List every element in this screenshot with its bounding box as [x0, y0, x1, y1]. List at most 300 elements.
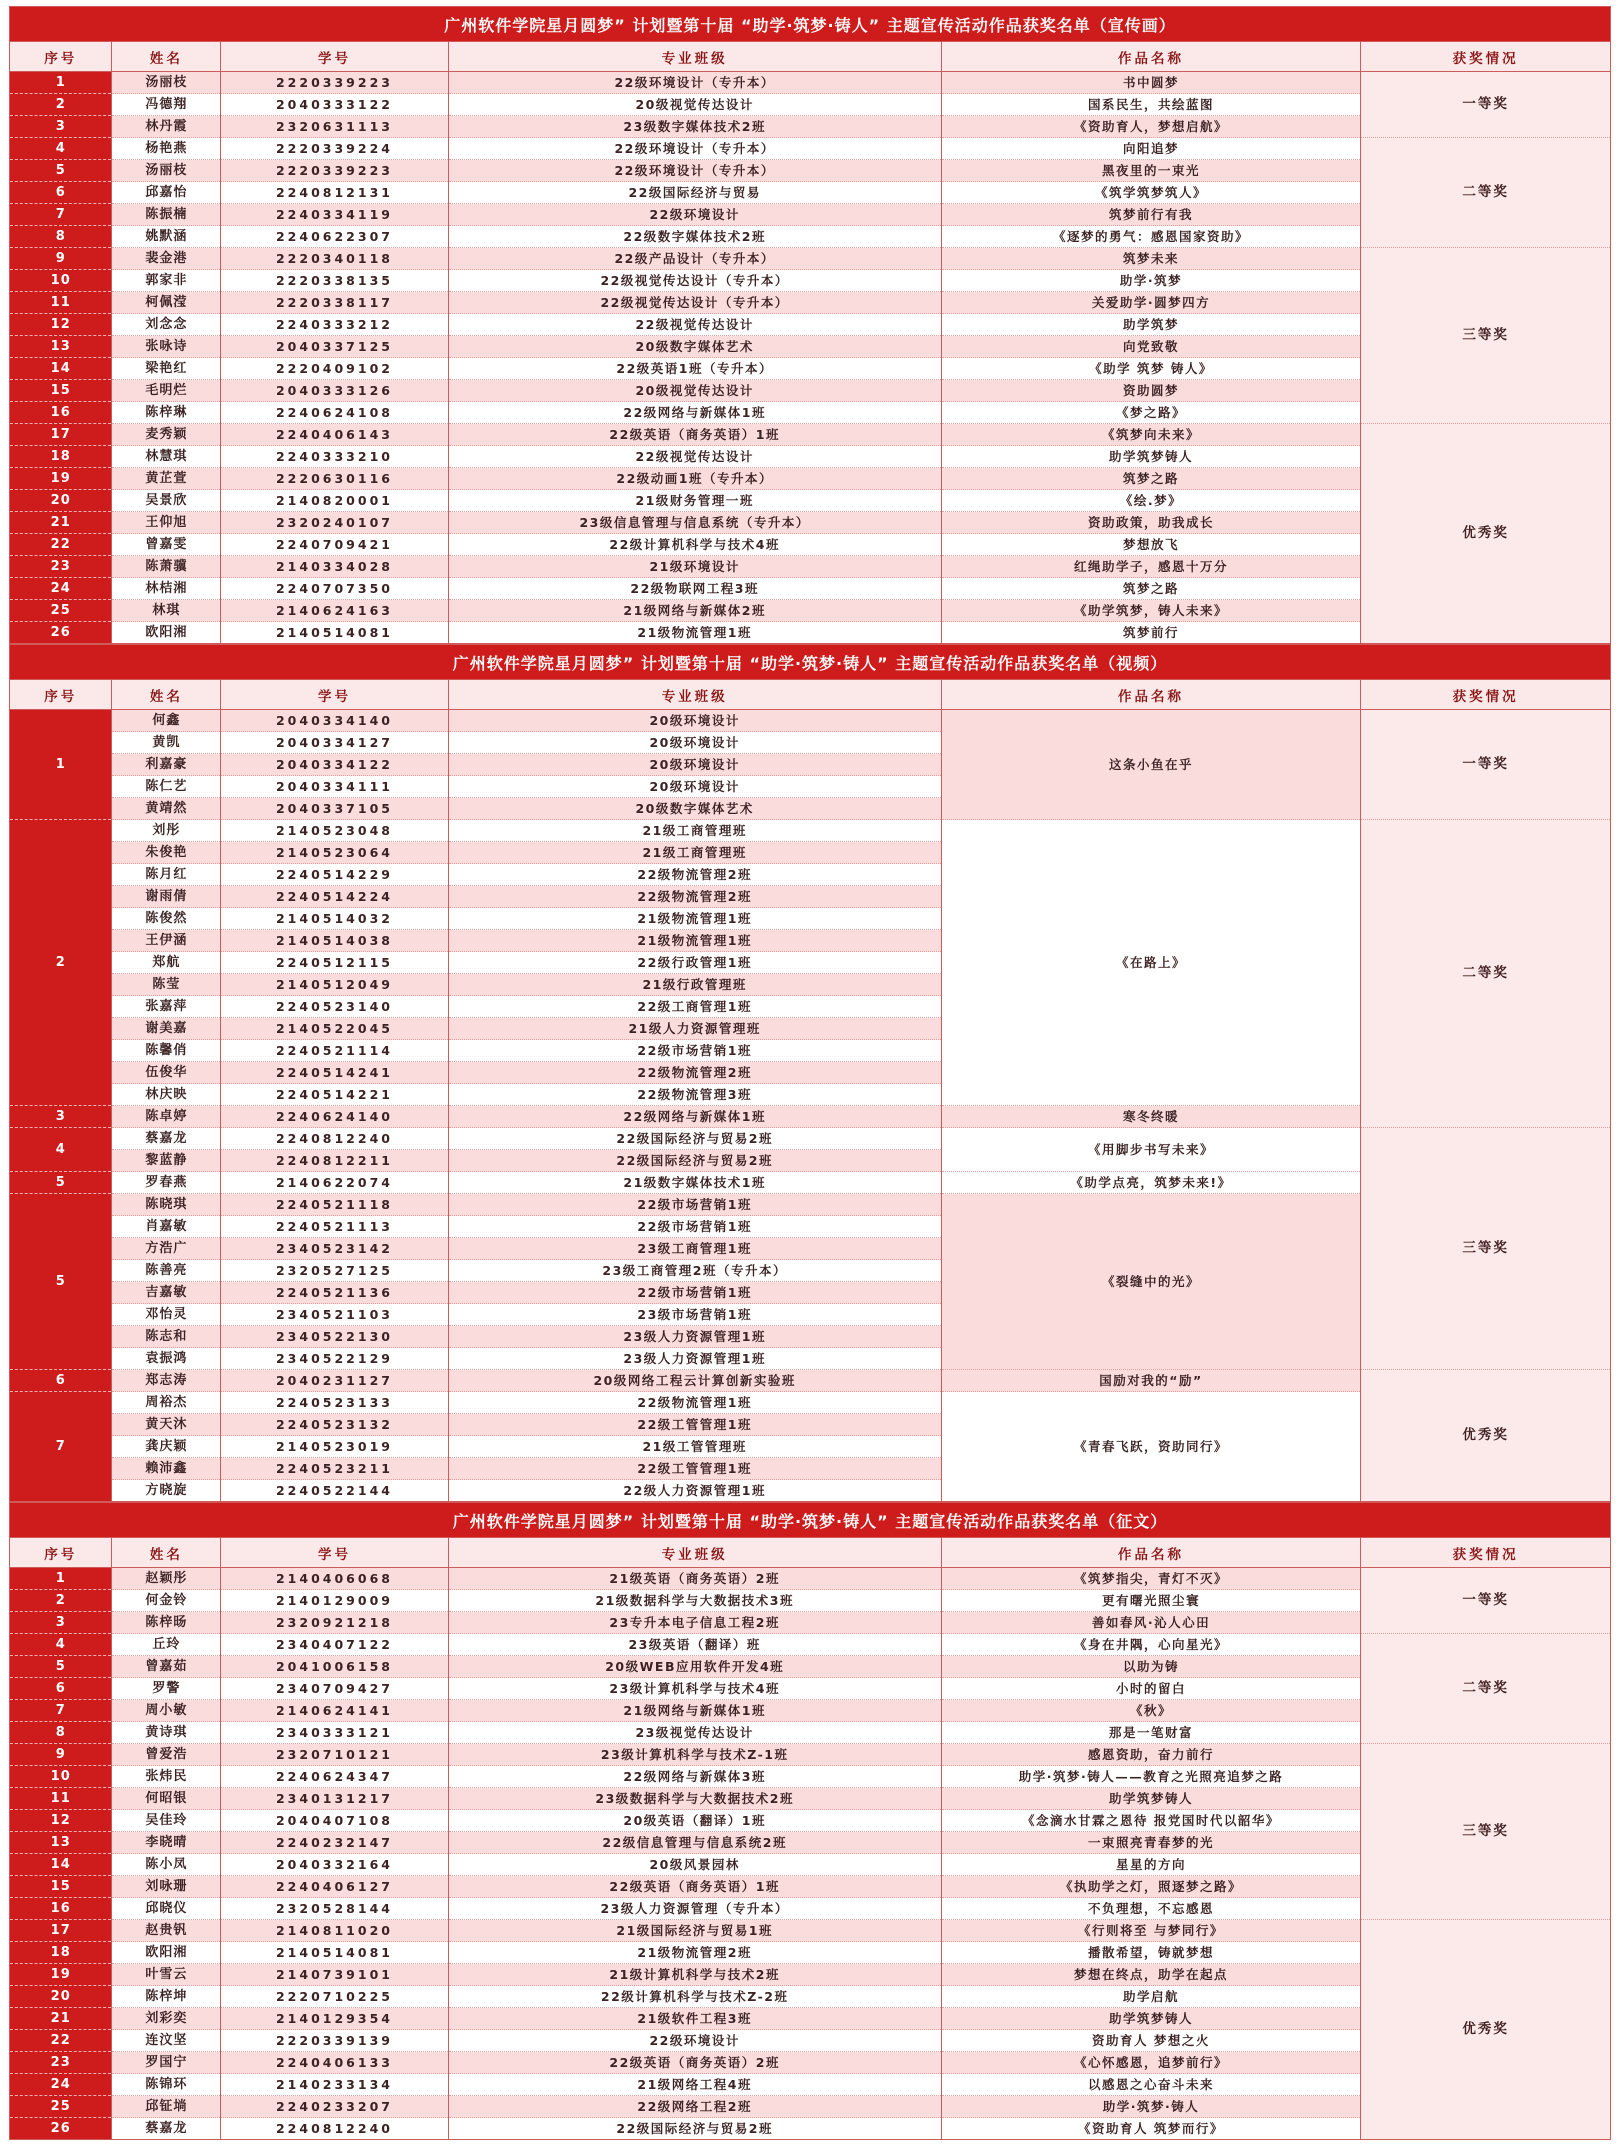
- student-name-cell: 黄靖然: [112, 798, 221, 820]
- work-title-cell: 国系民生，共绘蓝图: [941, 94, 1360, 116]
- student-id-cell: 2140624163: [221, 600, 448, 622]
- award-cell: 三等奖: [1361, 248, 1611, 424]
- class-cell: 21级计算机科学与技术2班: [448, 1964, 941, 1986]
- student-name-cell: 罗春燕: [112, 1172, 221, 1194]
- table-row: [10, 1920, 1611, 1942]
- student-id-cell: 2040333122: [221, 94, 448, 116]
- work-title-cell: 那是一笔财富: [941, 1722, 1360, 1744]
- student-id-cell: 2040334127: [221, 732, 448, 754]
- class-cell: 22级动画1班（专升本）: [448, 468, 941, 490]
- student-id-cell: 2140523019: [221, 1436, 448, 1458]
- student-id-cell: 2240812131: [221, 182, 448, 204]
- student-id-cell: 2140820001: [221, 490, 448, 512]
- student-id-cell: 2240812211: [221, 1150, 448, 1172]
- student-id-cell: 2220339224: [221, 138, 448, 160]
- column-header-1: 姓名: [112, 1538, 221, 1568]
- class-cell: 22级物流管理1班: [448, 1392, 941, 1414]
- student-id-cell: 2240624140: [221, 1106, 448, 1128]
- class-cell: 22级网络与新媒体3班: [448, 1766, 941, 1788]
- row-number-cell: 5: [10, 1194, 112, 1370]
- column-header-3: 专业班级: [448, 680, 941, 710]
- award-cell: 二等奖: [1361, 1634, 1611, 1744]
- student-name-cell: 蔡嘉龙: [112, 1128, 221, 1150]
- student-name-cell: 何金铃: [112, 1590, 221, 1612]
- class-cell: 22级人力资源管理1班: [448, 1480, 941, 1502]
- student-id-cell: 2140514032: [221, 908, 448, 930]
- column-header-0: 序号: [10, 42, 112, 72]
- student-id-cell: 2240624108: [221, 402, 448, 424]
- student-name-cell: 柯佩滢: [112, 292, 221, 314]
- student-id-cell: 2041006158: [221, 1656, 448, 1678]
- student-name-cell: 叶雪云: [112, 1964, 221, 1986]
- student-name-cell: 汤丽枝: [112, 160, 221, 182]
- student-id-cell: 2140522045: [221, 1018, 448, 1040]
- student-name-cell: 陈馨俏: [112, 1040, 221, 1062]
- class-cell: 20级数字媒体艺术: [448, 798, 941, 820]
- row-number-cell: 25: [10, 2096, 112, 2118]
- class-cell: 22级英语1班（专升本）: [448, 358, 941, 380]
- row-number-cell: 2: [10, 1590, 112, 1612]
- work-title-cell: 筑梦未来: [941, 248, 1360, 270]
- class-cell: 22级工商管理1班: [448, 996, 941, 1018]
- class-cell: 20级视觉传达设计: [448, 94, 941, 116]
- column-header-5: 获奖情况: [1361, 42, 1611, 72]
- column-header-3: 专业班级: [448, 1538, 941, 1568]
- work-title-cell: 小时的留白: [941, 1678, 1360, 1700]
- work-title-cell: 国励对我的“励”: [941, 1370, 1360, 1392]
- award-cell: 优秀奖: [1361, 424, 1611, 644]
- student-id-cell: 2240521136: [221, 1282, 448, 1304]
- row-number-cell: 15: [10, 380, 112, 402]
- award-cell: 一等奖: [1361, 710, 1611, 820]
- student-id-cell: 2240232147: [221, 1832, 448, 1854]
- row-number-cell: 7: [10, 204, 112, 226]
- class-cell: 23级人力资源管理1班: [448, 1326, 941, 1348]
- student-id-cell: 2140233134: [221, 2074, 448, 2096]
- class-cell: 23级计算机科学与技术Z-1班: [448, 1744, 941, 1766]
- row-number-cell: 5: [10, 1172, 112, 1194]
- student-id-cell: 2220338117: [221, 292, 448, 314]
- student-id-cell: 2240622307: [221, 226, 448, 248]
- work-title-cell: 黑夜里的一束光: [941, 160, 1360, 182]
- class-cell: 22级工管管理1班: [448, 1414, 941, 1436]
- student-id-cell: 2040337105: [221, 798, 448, 820]
- row-number-cell: 11: [10, 292, 112, 314]
- work-title-cell: 《用脚步书写未来》: [941, 1128, 1360, 1172]
- award-table-essay: [9, 1502, 1611, 2140]
- class-cell: 22级市场营销1班: [448, 1194, 941, 1216]
- class-cell: 22级物流管理2班: [448, 1062, 941, 1084]
- student-name-cell: 张炜民: [112, 1766, 221, 1788]
- student-id-cell: 2220710225: [221, 1986, 448, 2008]
- student-name-cell: 黄诗琪: [112, 1722, 221, 1744]
- student-name-cell: 杨艳燕: [112, 138, 221, 160]
- student-id-cell: 2040334111: [221, 776, 448, 798]
- student-name-cell: 方浩广: [112, 1238, 221, 1260]
- student-name-cell: 刘彩奕: [112, 2008, 221, 2030]
- student-name-cell: 曾嘉雯: [112, 534, 221, 556]
- class-cell: 21级物流管理2班: [448, 1942, 941, 1964]
- class-cell: 22级物流管理2班: [448, 864, 941, 886]
- student-name-cell: 陈月红: [112, 864, 221, 886]
- student-name-cell: 蔡嘉龙: [112, 2118, 221, 2140]
- student-name-cell: 刘彤: [112, 820, 221, 842]
- row-number-cell: 4: [10, 1128, 112, 1172]
- student-id-cell: 2040231127: [221, 1370, 448, 1392]
- student-name-cell: 麦秀颖: [112, 424, 221, 446]
- row-number-cell: 26: [10, 622, 112, 644]
- work-title-cell: 《助学 筑梦 铸人》: [941, 358, 1360, 380]
- student-id-cell: 2140523048: [221, 820, 448, 842]
- student-id-cell: 2240514224: [221, 886, 448, 908]
- class-cell: 22级网络与新媒体1班: [448, 402, 941, 424]
- row-number-cell: 7: [10, 1392, 112, 1502]
- class-cell: 20级数字媒体艺术: [448, 336, 941, 358]
- student-id-cell: 2240523211: [221, 1458, 448, 1480]
- student-id-cell: 2240522144: [221, 1480, 448, 1502]
- work-title-cell: 《执助学之灯，照逐梦之路》: [941, 1876, 1360, 1898]
- class-cell: 22级物流管理2班: [448, 886, 941, 908]
- student-name-cell: 陈俊然: [112, 908, 221, 930]
- award-cell: 一等奖: [1361, 72, 1611, 138]
- class-cell: 23级数据科学与大数据技术2班: [448, 1788, 941, 1810]
- class-cell: 22级计算机科学与技术4班: [448, 534, 941, 556]
- class-cell: 21级英语（商务英语）2班: [448, 1568, 941, 1590]
- student-id-cell: 2320921218: [221, 1612, 448, 1634]
- row-number-cell: 5: [10, 1656, 112, 1678]
- class-cell: 20级英语（翻译）1班: [448, 1810, 941, 1832]
- class-cell: 22级环境设计: [448, 2030, 941, 2052]
- class-cell: 21级物流管理1班: [448, 908, 941, 930]
- student-id-cell: 2320240107: [221, 512, 448, 534]
- class-cell: 22级数字媒体技术2班: [448, 226, 941, 248]
- student-id-cell: 2040333126: [221, 380, 448, 402]
- student-id-cell: 2340521103: [221, 1304, 448, 1326]
- work-title-cell: 筑梦前行: [941, 622, 1360, 644]
- column-header-0: 序号: [10, 680, 112, 710]
- section-title-poster: 广州软件学院星月圆梦” 计划暨第十届 “助学·筑梦·铸人” 主题宣传活动作品获奖名单（宣传画）: [10, 7, 1611, 42]
- student-id-cell: 2220409102: [221, 358, 448, 380]
- student-id-cell: 2340131217: [221, 1788, 448, 1810]
- row-number-cell: 1: [10, 1568, 112, 1590]
- student-name-cell: 吴景欣: [112, 490, 221, 512]
- work-title-cell: 《行则将至 与梦同行》: [941, 1920, 1360, 1942]
- column-header-0: 序号: [10, 1538, 112, 1568]
- student-id-cell: 2140514081: [221, 1942, 448, 1964]
- class-cell: 23级市场营销1班: [448, 1304, 941, 1326]
- student-id-cell: 2240514241: [221, 1062, 448, 1084]
- student-name-cell: 吉嘉敏: [112, 1282, 221, 1304]
- student-id-cell: 2140739101: [221, 1964, 448, 1986]
- class-cell: 21级财务管理一班: [448, 490, 941, 512]
- work-title-cell: 助学·筑梦: [941, 270, 1360, 292]
- class-cell: 22级环境设计: [448, 204, 941, 226]
- student-name-cell: 裴金港: [112, 248, 221, 270]
- work-title-cell: 以助为铸: [941, 1656, 1360, 1678]
- column-header-1: 姓名: [112, 42, 221, 72]
- student-name-cell: 郭家非: [112, 270, 221, 292]
- student-name-cell: 黄芷萱: [112, 468, 221, 490]
- row-number-cell: 10: [10, 1766, 112, 1788]
- class-cell: 22级产品设计（专升本）: [448, 248, 941, 270]
- class-cell: 21级数据科学与大数据技术3班: [448, 1590, 941, 1612]
- student-name-cell: 赵贵钒: [112, 1920, 221, 1942]
- class-cell: 21级行政管理班: [448, 974, 941, 996]
- student-name-cell: 陈锦环: [112, 2074, 221, 2096]
- student-name-cell: 何鑫: [112, 710, 221, 732]
- column-header-4: 作品名称: [941, 680, 1360, 710]
- student-name-cell: 陈仁艺: [112, 776, 221, 798]
- work-title-cell: 以感恩之心奋斗未来: [941, 2074, 1360, 2096]
- student-id-cell: 2340522129: [221, 1348, 448, 1370]
- student-name-cell: 周小敏: [112, 1700, 221, 1722]
- work-title-cell: 感恩资助，奋力前行: [941, 1744, 1360, 1766]
- section-title-essay: 广州软件学院星月圆梦” 计划暨第十届 “助学·筑梦·铸人” 主题宣传活动作品获奖名单（征文）: [10, 1503, 1611, 1538]
- class-cell: 21级人力资源管理班: [448, 1018, 941, 1040]
- work-title-cell: 《逐梦的勇气：感恩国家资助》: [941, 226, 1360, 248]
- student-id-cell: 2240523140: [221, 996, 448, 1018]
- student-name-cell: 林庆映: [112, 1084, 221, 1106]
- row-number-cell: 22: [10, 534, 112, 556]
- class-cell: 23级人力资源管理（专升本）: [448, 1898, 941, 1920]
- row-number-cell: 13: [10, 336, 112, 358]
- class-cell: 21级物流管理1班: [448, 622, 941, 644]
- student-name-cell: 冯德翔: [112, 94, 221, 116]
- student-id-cell: 2340333121: [221, 1722, 448, 1744]
- class-cell: 22级信息管理与信息系统2班: [448, 1832, 941, 1854]
- work-title-cell: 一束照亮青春梦的光: [941, 1832, 1360, 1854]
- row-number-cell: 24: [10, 2074, 112, 2096]
- work-title-cell: 《绘.梦》: [941, 490, 1360, 512]
- row-number-cell: 18: [10, 446, 112, 468]
- class-cell: 22级行政管理1班: [448, 952, 941, 974]
- work-title-cell: 资助育人 梦想之火: [941, 2030, 1360, 2052]
- work-title-cell: 《在路上》: [941, 820, 1360, 1106]
- row-number-cell: 18: [10, 1942, 112, 1964]
- student-name-cell: 赖沛鑫: [112, 1458, 221, 1480]
- work-title-cell: 助学启航: [941, 1986, 1360, 2008]
- student-id-cell: 2240406133: [221, 2052, 448, 2074]
- class-cell: 23级人力资源管理1班: [448, 1348, 941, 1370]
- class-cell: 22级网络与新媒体1班: [448, 1106, 941, 1128]
- class-cell: 21级数字媒体技术1班: [448, 1172, 941, 1194]
- class-cell: 23级工商管理1班: [448, 1238, 941, 1260]
- class-cell: 22级环境设计（专升本）: [448, 138, 941, 160]
- student-id-cell: 2320528144: [221, 1898, 448, 1920]
- work-title-cell: 《青春飞跃，资助同行》: [941, 1392, 1360, 1502]
- work-title-cell: 助学筑梦铸人: [941, 1788, 1360, 1810]
- column-header-4: 作品名称: [941, 1538, 1360, 1568]
- row-number-cell: 2: [10, 94, 112, 116]
- student-name-cell: 欧阳湘: [112, 1942, 221, 1964]
- student-name-cell: 邱嘉怡: [112, 182, 221, 204]
- row-number-cell: 20: [10, 1986, 112, 2008]
- award-cell: 优秀奖: [1361, 1920, 1611, 2140]
- student-id-cell: 2240812240: [221, 2118, 448, 2140]
- row-number-cell: 19: [10, 468, 112, 490]
- row-number-cell: 23: [10, 2052, 112, 2074]
- class-cell: 23级英语（翻译）班: [448, 1634, 941, 1656]
- student-id-cell: 2140129354: [221, 2008, 448, 2030]
- class-cell: 20级环境设计: [448, 710, 941, 732]
- row-number-cell: 3: [10, 1612, 112, 1634]
- student-name-cell: 张咏诗: [112, 336, 221, 358]
- class-cell: 22级物流管理3班: [448, 1084, 941, 1106]
- column-header-2: 学号: [221, 42, 448, 72]
- student-id-cell: 2340523142: [221, 1238, 448, 1260]
- class-cell: 22级视觉传达设计: [448, 314, 941, 336]
- student-id-cell: 2240521118: [221, 1194, 448, 1216]
- student-name-cell: 林慧琪: [112, 446, 221, 468]
- table-row: [10, 138, 1611, 160]
- award-table-video: [9, 644, 1611, 1502]
- class-cell: 22级国际经济与贸易: [448, 182, 941, 204]
- student-name-cell: 邱钲埫: [112, 2096, 221, 2118]
- work-title-cell: 助学·筑梦·铸人——教育之光照亮追梦之路: [941, 1766, 1360, 1788]
- work-title-cell: 助学筑梦铸人: [941, 2008, 1360, 2030]
- work-title-cell: 助学筑梦铸人: [941, 446, 1360, 468]
- class-cell: 22级视觉传达设计（专升本）: [448, 270, 941, 292]
- class-cell: 20级网络工程云计算创新实验班: [448, 1370, 941, 1392]
- work-title-cell: 善如春风·沁人心田: [941, 1612, 1360, 1634]
- row-number-cell: 12: [10, 1810, 112, 1832]
- work-title-cell: 红绳助学子，感恩十万分: [941, 556, 1360, 578]
- column-header-3: 专业班级: [448, 42, 941, 72]
- student-id-cell: 2040337125: [221, 336, 448, 358]
- row-number-cell: 6: [10, 1370, 112, 1392]
- row-number-cell: 6: [10, 1678, 112, 1700]
- column-header-4: 作品名称: [941, 42, 1360, 72]
- student-id-cell: 2140514081: [221, 622, 448, 644]
- student-id-cell: 2320710121: [221, 1744, 448, 1766]
- student-id-cell: 2140512049: [221, 974, 448, 996]
- table-row: [10, 424, 1611, 446]
- work-title-cell: 《资助育人 筑梦而行》: [941, 2118, 1360, 2140]
- table-row: [10, 820, 1611, 842]
- row-number-cell: 16: [10, 402, 112, 424]
- class-cell: 20级视觉传达设计: [448, 380, 941, 402]
- student-name-cell: 谢雨倩: [112, 886, 221, 908]
- student-id-cell: 2340407122: [221, 1634, 448, 1656]
- class-cell: 22级环境设计（专升本）: [448, 160, 941, 182]
- work-title-cell: 筑梦之路: [941, 468, 1360, 490]
- student-name-cell: 谢美嘉: [112, 1018, 221, 1040]
- column-header-1: 姓名: [112, 680, 221, 710]
- class-cell: 22级市场营销1班: [448, 1282, 941, 1304]
- student-id-cell: 2140406068: [221, 1568, 448, 1590]
- row-number-cell: 23: [10, 556, 112, 578]
- work-title-cell: 筑梦前行有我: [941, 204, 1360, 226]
- class-cell: 22级国际经济与贸易2班: [448, 1128, 941, 1150]
- student-name-cell: 黎蓝静: [112, 1150, 221, 1172]
- award-table-poster: [9, 6, 1611, 644]
- student-name-cell: 梁艳红: [112, 358, 221, 380]
- student-name-cell: 林琪: [112, 600, 221, 622]
- student-name-cell: 方晓旋: [112, 1480, 221, 1502]
- student-id-cell: 2240812240: [221, 1128, 448, 1150]
- award-cell: 二等奖: [1361, 138, 1611, 248]
- student-name-cell: 陈振楠: [112, 204, 221, 226]
- table-row: [10, 1634, 1611, 1656]
- table-row: [10, 1568, 1611, 1590]
- row-number-cell: 10: [10, 270, 112, 292]
- work-title-cell: 助学筑梦: [941, 314, 1360, 336]
- row-number-cell: 16: [10, 1898, 112, 1920]
- student-name-cell: 刘念念: [112, 314, 221, 336]
- row-number-cell: 21: [10, 512, 112, 534]
- class-cell: 22级工管管理1班: [448, 1458, 941, 1480]
- student-id-cell: 2140129009: [221, 1590, 448, 1612]
- student-name-cell: 连汶坚: [112, 2030, 221, 2052]
- student-id-cell: 2240523133: [221, 1392, 448, 1414]
- student-id-cell: 2140523064: [221, 842, 448, 864]
- work-title-cell: 不负理想，不忘感恩: [941, 1898, 1360, 1920]
- award-cell: 二等奖: [1361, 820, 1611, 1128]
- section-title-video: 广州软件学院星月圆梦” 计划暨第十届 “助学·筑梦·铸人” 主题宣传活动作品获奖名单（视频）: [10, 645, 1611, 680]
- student-name-cell: 陈晓琪: [112, 1194, 221, 1216]
- student-id-cell: 2040334140: [221, 710, 448, 732]
- award-cell: 一等奖: [1361, 1568, 1611, 1634]
- class-cell: 22级英语（商务英语）1班: [448, 424, 941, 446]
- row-number-cell: 6: [10, 182, 112, 204]
- student-name-cell: 龚庆颖: [112, 1436, 221, 1458]
- class-cell: 23级数字媒体技术2班: [448, 116, 941, 138]
- student-name-cell: 张嘉萍: [112, 996, 221, 1018]
- row-number-cell: 3: [10, 116, 112, 138]
- student-name-cell: 林桔湘: [112, 578, 221, 600]
- row-number-cell: 22: [10, 2030, 112, 2052]
- award-cell: 优秀奖: [1361, 1370, 1611, 1502]
- student-name-cell: 陈卓婷: [112, 1106, 221, 1128]
- student-name-cell: 袁振鸿: [112, 1348, 221, 1370]
- student-id-cell: 2140624141: [221, 1700, 448, 1722]
- student-id-cell: 2240707350: [221, 578, 448, 600]
- student-name-cell: 欧阳湘: [112, 622, 221, 644]
- student-name-cell: 陈梓琳: [112, 402, 221, 424]
- award-cell: 三等奖: [1361, 1128, 1611, 1370]
- class-cell: 21级软件工程3班: [448, 2008, 941, 2030]
- row-number-cell: 20: [10, 490, 112, 512]
- class-cell: 21级网络与新媒体1班: [448, 1700, 941, 1722]
- work-title-cell: 《筑梦指尖，青灯不灭》: [941, 1568, 1360, 1590]
- class-cell: 22级视觉传达设计（专升本）: [448, 292, 941, 314]
- student-name-cell: 肖嘉敏: [112, 1216, 221, 1238]
- student-name-cell: 姚默涵: [112, 226, 221, 248]
- student-name-cell: 陈小凤: [112, 1854, 221, 1876]
- class-cell: 22级英语（商务英语）2班: [448, 2052, 941, 2074]
- row-number-cell: 4: [10, 138, 112, 160]
- student-name-cell: 朱俊艳: [112, 842, 221, 864]
- class-cell: 21级工商管理班: [448, 842, 941, 864]
- student-name-cell: 罗国宁: [112, 2052, 221, 2074]
- student-id-cell: 2320527125: [221, 1260, 448, 1282]
- table-row: [10, 72, 1611, 94]
- class-cell: 22级国际经济与贸易2班: [448, 1150, 941, 1172]
- student-name-cell: 林丹霞: [112, 116, 221, 138]
- row-number-cell: 5: [10, 160, 112, 182]
- student-id-cell: 2220339223: [221, 160, 448, 182]
- student-name-cell: 曾嘉茹: [112, 1656, 221, 1678]
- row-number-cell: 21: [10, 2008, 112, 2030]
- student-name-cell: 曾爱浩: [112, 1744, 221, 1766]
- work-title-cell: 《助学点亮，筑梦未来!》: [941, 1172, 1360, 1194]
- class-cell: 21级国际经济与贸易1班: [448, 1920, 941, 1942]
- work-title-cell: 《筑学筑梦筑人》: [941, 182, 1360, 204]
- table-row: [10, 1744, 1611, 1766]
- row-number-cell: 14: [10, 358, 112, 380]
- row-number-cell: 1: [10, 710, 112, 820]
- class-cell: 22级英语（商务英语）1班: [448, 1876, 941, 1898]
